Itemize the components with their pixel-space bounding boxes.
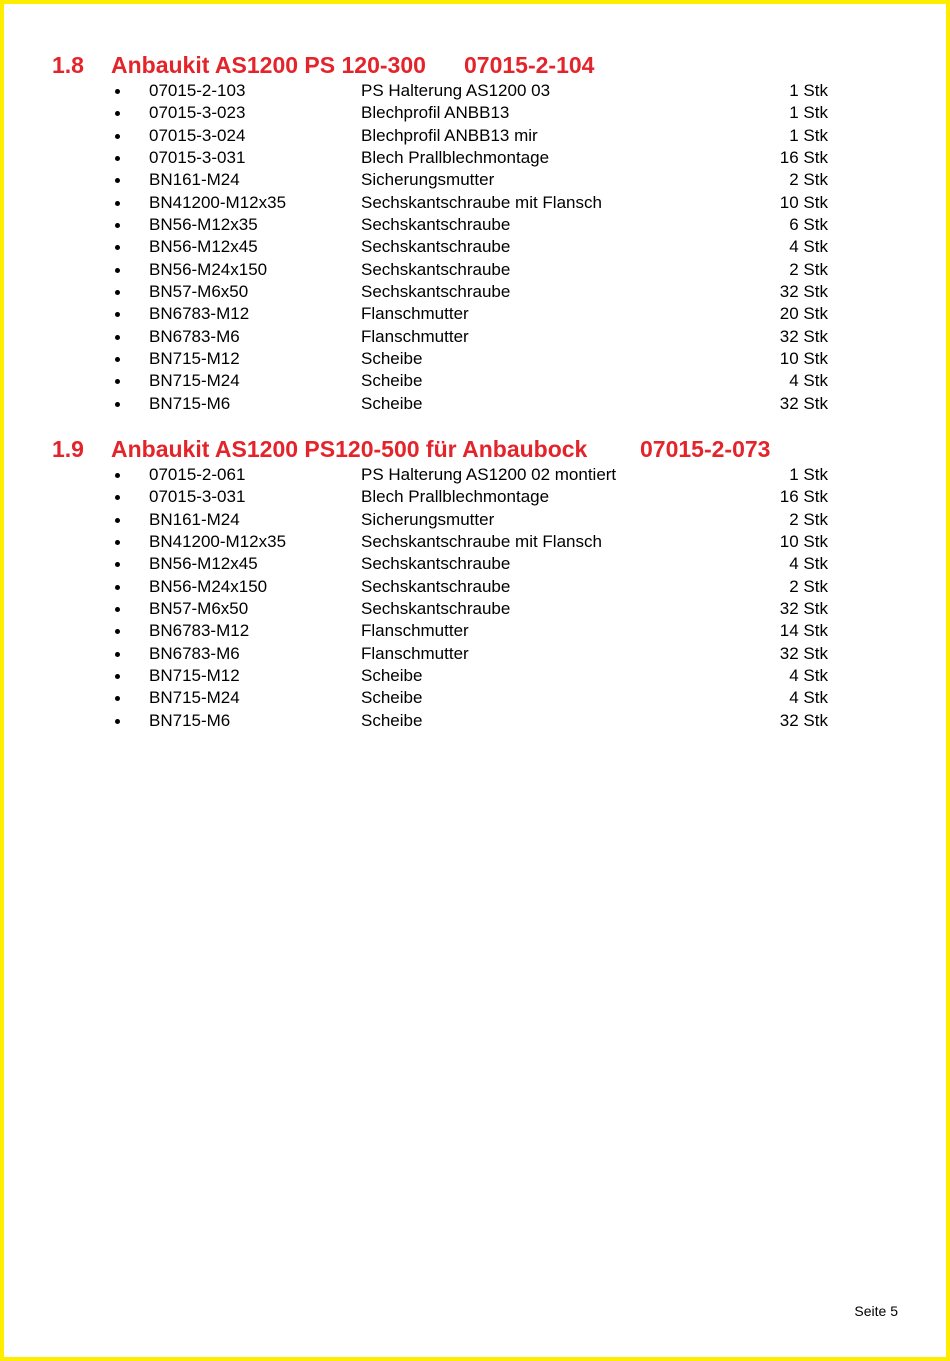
- part-number: BN56-M12x45: [149, 554, 258, 574]
- list-item: [52, 281, 946, 303]
- bullet-icon: [115, 89, 120, 94]
- part-description: Sechskantschraube: [361, 554, 511, 574]
- part-quantity: 4 Stk: [789, 688, 828, 708]
- list-item: [52, 259, 946, 281]
- bullet-icon: [115, 379, 120, 384]
- part-description: Scheibe: [361, 371, 423, 391]
- part-number: BN56-M24x150: [149, 259, 268, 279]
- part-description: Sicherungsmutter: [361, 170, 495, 190]
- part-description: Scheibe: [361, 349, 423, 369]
- part-description: Sicherungsmutter: [361, 509, 495, 529]
- part-number: 07015-2-103: [149, 81, 246, 100]
- part-description: Sechskantschraube mit Flansch: [361, 532, 602, 552]
- part-description: Flanschmutter: [361, 326, 469, 346]
- part-description: Sechskantschraube: [361, 215, 511, 235]
- list-item: [52, 553, 946, 575]
- part-number: BN41200-M12x35: [149, 192, 287, 212]
- part-number: BN715-M6: [149, 393, 231, 413]
- part-description: Sechskantschraube: [361, 576, 511, 596]
- part-quantity: 32 Stk: [779, 710, 828, 730]
- part-number: BN715-M6: [149, 710, 231, 730]
- part-quantity: 20 Stk: [779, 304, 828, 324]
- bullet-icon: [115, 585, 120, 590]
- part-quantity: 1 Stk: [789, 81, 828, 100]
- part-description: Scheibe: [361, 688, 423, 708]
- list-item: [52, 464, 946, 486]
- part-description: Scheibe: [361, 710, 423, 730]
- section-title: Anbaukit AS1200 PS120-500 für Anbaubock: [111, 436, 588, 462]
- part-description: PS Halterung AS1200 02 montiert: [361, 465, 617, 484]
- part-quantity: 2 Stk: [789, 170, 828, 190]
- part-number: BN56-M12x45: [149, 237, 258, 257]
- list-item: [52, 80, 946, 102]
- bullet-icon: [115, 201, 120, 206]
- bullet-icon: [115, 696, 120, 701]
- bullet-icon: [115, 290, 120, 295]
- list-item: [52, 102, 946, 124]
- part-quantity: 4 Stk: [789, 371, 828, 391]
- section-1-8: [52, 50, 946, 415]
- part-number: 07015-3-023: [149, 103, 246, 123]
- part-quantity: 32 Stk: [779, 282, 828, 302]
- part-number: BN57-M6x50: [149, 282, 249, 302]
- bullet-icon: [115, 518, 120, 523]
- list-item: [52, 169, 946, 191]
- part-quantity: 32 Stk: [779, 393, 828, 413]
- part-number: BN6783-M12: [149, 621, 250, 641]
- bullet-icon: [115, 357, 120, 362]
- part-description: Flanschmutter: [361, 643, 469, 663]
- bullet-icon: [115, 178, 120, 183]
- parts-list: [52, 464, 946, 732]
- part-quantity: 2 Stk: [789, 509, 828, 529]
- part-number: 07015-2-061: [149, 465, 246, 484]
- bullet-icon: [115, 245, 120, 250]
- part-number: BN41200-M12x35: [149, 532, 287, 552]
- list-item: [52, 620, 946, 642]
- list-item: [52, 710, 946, 732]
- part-quantity: 1 Stk: [789, 465, 828, 484]
- list-item: [52, 576, 946, 598]
- part-number: BN56-M24x150: [149, 576, 268, 596]
- bullet-icon: [115, 335, 120, 340]
- part-description: Blech Prallblechmontage: [361, 487, 550, 507]
- part-number: 07015-3-024: [149, 125, 246, 145]
- list-item: [52, 147, 946, 169]
- list-item: [52, 509, 946, 531]
- part-number: BN6783-M6: [149, 643, 240, 663]
- section-code: 07015-2-104: [464, 52, 595, 78]
- bullet-icon: [115, 674, 120, 679]
- part-description: Sechskantschraube: [361, 237, 511, 257]
- list-item: [52, 598, 946, 620]
- bullet-icon: [115, 652, 120, 657]
- bullet-icon: [115, 156, 120, 161]
- part-description: Sechskantschraube mit Flansch: [361, 192, 602, 212]
- part-number: BN56-M12x35: [149, 215, 258, 235]
- part-description: Sechskantschraube: [361, 259, 511, 279]
- part-quantity: 10 Stk: [779, 532, 828, 552]
- list-item: [52, 665, 946, 687]
- part-quantity: 16 Stk: [779, 487, 828, 507]
- part-quantity: 1 Stk: [789, 103, 828, 123]
- part-description: Scheibe: [361, 666, 423, 686]
- part-quantity: 4 Stk: [789, 554, 828, 574]
- list-item: [52, 370, 946, 392]
- section-number: 1.9: [52, 436, 84, 462]
- part-description: Sechskantschraube: [361, 599, 511, 619]
- section-title: Anbaukit AS1200 PS 120-300: [111, 52, 426, 78]
- bullet-icon: [115, 111, 120, 116]
- section-heading: [52, 50, 946, 80]
- list-item: [52, 303, 946, 325]
- part-description: PS Halterung AS1200 03: [361, 81, 551, 100]
- section-code: 07015-2-073: [640, 436, 771, 462]
- part-description: Flanschmutter: [361, 621, 469, 641]
- part-quantity: 16 Stk: [779, 148, 828, 168]
- part-quantity: 2 Stk: [789, 576, 828, 596]
- part-number: BN57-M6x50: [149, 599, 249, 619]
- part-quantity: 32 Stk: [779, 643, 828, 663]
- part-description: Flanschmutter: [361, 304, 469, 324]
- bullet-icon: [115, 134, 120, 139]
- part-number: BN6783-M6: [149, 326, 240, 346]
- bullet-icon: [115, 719, 120, 724]
- part-number: BN161-M24: [149, 509, 240, 529]
- list-item: [52, 125, 946, 147]
- section-1-9: [52, 434, 946, 732]
- list-item: [52, 643, 946, 665]
- list-item: [52, 192, 946, 214]
- part-number: BN715-M24: [149, 688, 240, 708]
- part-quantity: 2 Stk: [789, 259, 828, 279]
- part-number: BN161-M24: [149, 170, 240, 190]
- list-item: [52, 531, 946, 553]
- part-number: BN715-M12: [149, 666, 240, 686]
- part-description: Blechprofil ANBB13: [361, 103, 510, 123]
- part-quantity: 10 Stk: [779, 349, 828, 369]
- part-quantity: 4 Stk: [789, 666, 828, 686]
- part-quantity: 6 Stk: [789, 215, 828, 235]
- section-number: 1.8: [52, 52, 84, 78]
- part-number: BN715-M12: [149, 349, 240, 369]
- list-item: [52, 236, 946, 258]
- list-item: [52, 486, 946, 508]
- list-item: [52, 326, 946, 348]
- list-item: [52, 393, 946, 415]
- bullet-icon: [115, 629, 120, 634]
- part-description: Blech Prallblechmontage: [361, 148, 550, 168]
- bullet-icon: [115, 495, 120, 500]
- bullet-icon: [115, 473, 120, 478]
- part-description: Blechprofil ANBB13 mir: [361, 125, 538, 145]
- bullet-icon: [115, 607, 120, 612]
- part-number: 07015-3-031: [149, 487, 246, 507]
- bullet-icon: [115, 268, 120, 273]
- bullet-icon: [115, 402, 120, 407]
- bullet-icon: [115, 312, 120, 317]
- part-number: BN715-M24: [149, 371, 240, 391]
- part-quantity: 32 Stk: [779, 599, 828, 619]
- part-description: Scheibe: [361, 393, 423, 413]
- parts-list: [52, 80, 946, 415]
- list-item: [52, 214, 946, 236]
- list-item: [52, 348, 946, 370]
- bullet-icon: [115, 223, 120, 228]
- part-quantity: 10 Stk: [779, 192, 828, 212]
- section-heading: [52, 434, 946, 464]
- part-quantity: 32 Stk: [779, 326, 828, 346]
- part-quantity: 14 Stk: [779, 621, 828, 641]
- part-number: BN6783-M12: [149, 304, 250, 324]
- list-item: [52, 687, 946, 709]
- part-quantity: 4 Stk: [789, 237, 828, 257]
- page-number: Seite 5: [854, 1303, 898, 1319]
- part-quantity: 1 Stk: [789, 125, 828, 145]
- part-number: 07015-3-031: [149, 148, 246, 168]
- bullet-icon: [115, 540, 120, 545]
- part-description: Sechskantschraube: [361, 282, 511, 302]
- bullet-icon: [115, 562, 120, 567]
